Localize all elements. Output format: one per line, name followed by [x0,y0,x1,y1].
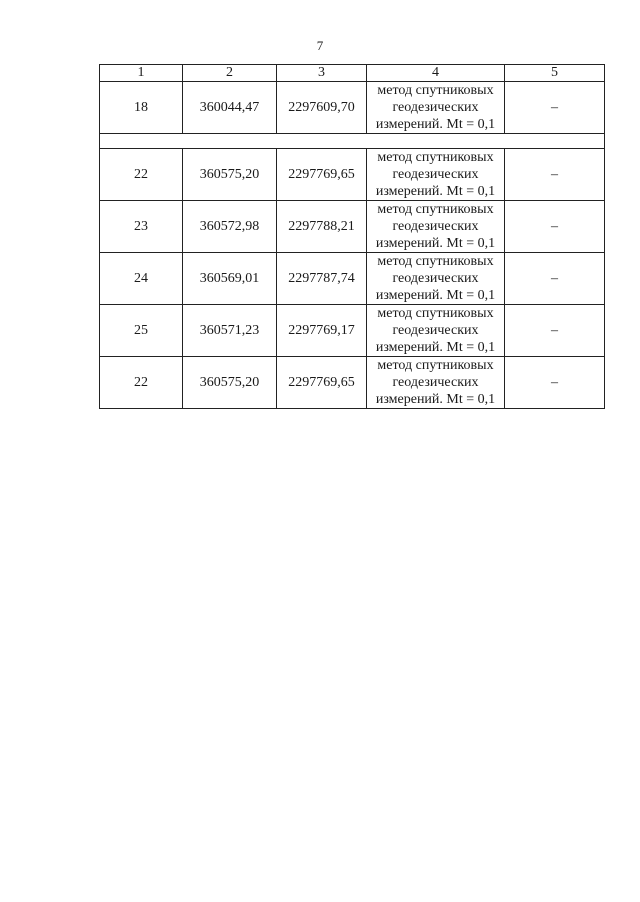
coordinates-table [99,64,605,409]
point-number: 22 [100,149,183,201]
coordinate-y: 2297787,74 [277,253,367,305]
method-line: геодезических [392,271,479,286]
coordinate-x: 360044,47 [183,82,277,134]
method-line: геодезических [392,375,479,390]
column-5-value: – [505,305,605,357]
column-5-value: – [505,201,605,253]
coordinate-y: 2297788,21 [277,201,367,253]
coordinate-x: 360575,20 [183,357,277,409]
method-description [367,82,505,134]
method-line: измерений. Mt = 0,1 [375,392,496,407]
coordinate-x: 360575,20 [183,149,277,201]
table-row [100,305,605,357]
method-line: измерений. Mt = 0,1 [375,340,496,355]
column-5-value: – [505,357,605,409]
table-row [100,82,605,134]
coordinate-y: 2297769,65 [277,149,367,201]
method-line: метод спутниковых [377,358,494,373]
column-5-value: – [505,253,605,305]
coordinate-x: 360569,01 [183,253,277,305]
column-header: 4 [367,65,505,82]
coordinate-y: 2297609,70 [277,82,367,134]
method-description [367,201,505,253]
table-row [100,357,605,409]
method-line: геодезических [392,323,479,338]
method-line: измерений. Mt = 0,1 [375,184,496,199]
empty-row [100,134,605,149]
method-line: измерений. Mt = 0,1 [375,236,496,251]
method-line: метод спутниковых [377,83,494,98]
method-line: геодезических [392,100,479,115]
empty-cell [100,134,605,149]
column-header: 2 [183,65,277,82]
point-number: 22 [100,357,183,409]
method-description [367,253,505,305]
table-row [100,201,605,253]
coordinate-x: 360571,23 [183,305,277,357]
method-line: метод спутниковых [377,150,494,165]
column-header: 5 [505,65,605,82]
column-5-value: – [505,149,605,201]
table-row [100,149,605,201]
method-description [367,149,505,201]
method-line: геодезических [392,167,479,182]
method-line: метод спутниковых [377,306,494,321]
column-header: 3 [277,65,367,82]
method-line: измерений. Mt = 0,1 [375,288,496,303]
method-line: измерений. Mt = 0,1 [375,117,496,132]
column-5-value: – [505,82,605,134]
point-number: 23 [100,201,183,253]
method-line: метод спутниковых [377,254,494,269]
point-number: 25 [100,305,183,357]
coordinate-y: 2297769,65 [277,357,367,409]
column-header: 1 [100,65,183,82]
method-description [367,305,505,357]
coordinate-x: 360572,98 [183,201,277,253]
method-line: метод спутниковых [377,202,494,217]
page-number: 7 [316,38,324,53]
point-number: 24 [100,253,183,305]
table-header-row [100,65,605,82]
coordinate-y: 2297769,17 [277,305,367,357]
method-description [367,357,505,409]
point-number: 18 [100,82,183,134]
method-line: геодезических [392,219,479,234]
table-row [100,253,605,305]
